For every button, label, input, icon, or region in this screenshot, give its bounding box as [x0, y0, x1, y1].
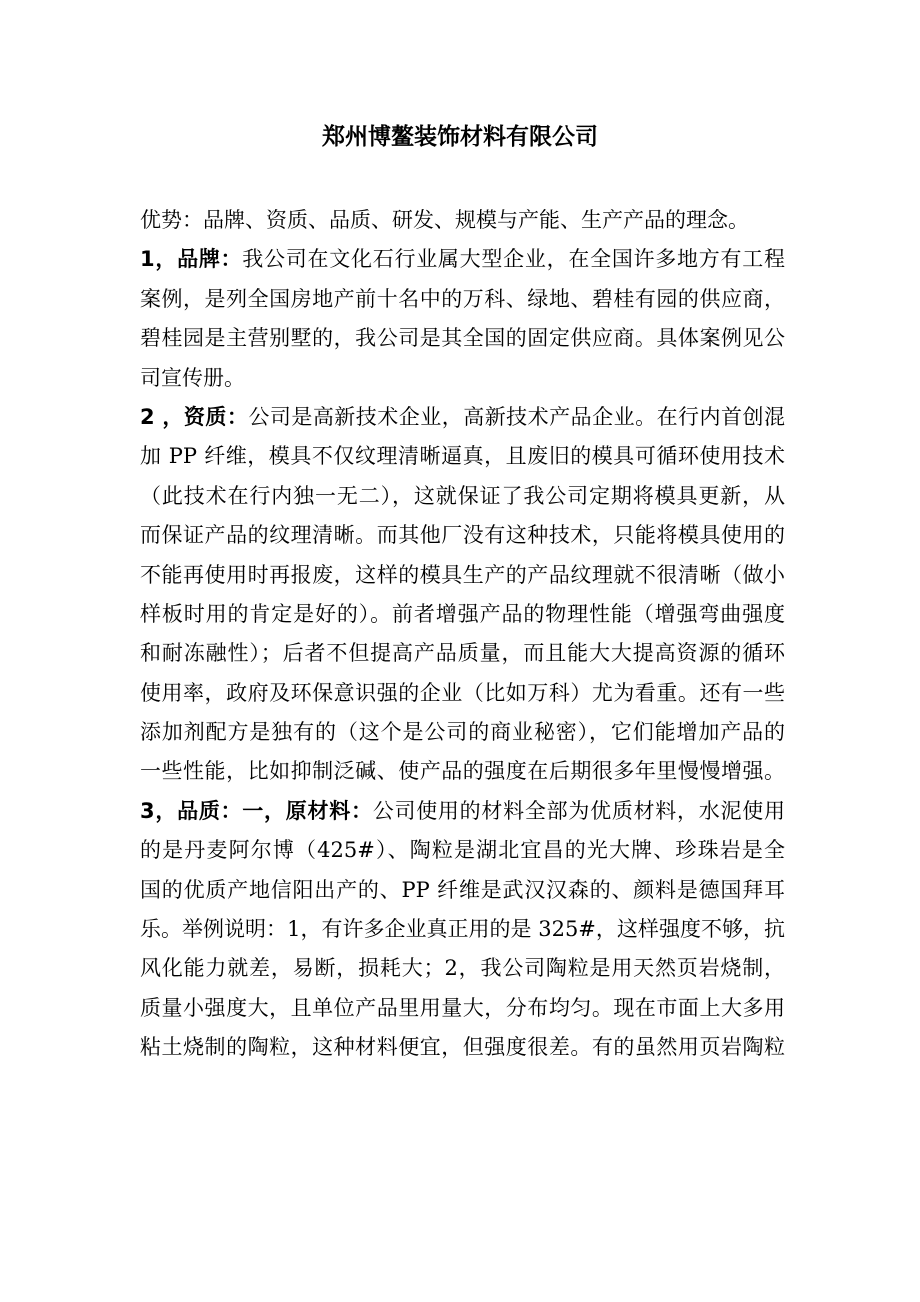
- line-text: 司宣传册。: [140, 365, 245, 390]
- line-text: 优势：品牌、资质、品质、研发、规模与产能、生产产品的理念。: [140, 208, 749, 232]
- paragraph-line: [140, 713, 785, 752]
- line-text: 一些性能，比如抑制泛碱、使产品的强度在后期很多年里慢慢增强。: [140, 759, 785, 784]
- line-text: 案例，是列全国房地产前十名中的万科、绿地、碧桂有园的供应商，: [140, 286, 785, 311]
- line-text: 添加剂配方是独有的（这个是公司的商业秘密），它们能增加产品的: [140, 720, 785, 745]
- line-text: 质量小强度大，且单位产品里用量大，分布均匀。现在市面上大多用: [140, 995, 785, 1020]
- line-text: 公司使用的材料全部为优质材料，水泥使用: [372, 798, 785, 823]
- line-text: 使用率，政府及环保意识强的企业（比如万科）尤为看重。还有一些: [140, 680, 785, 705]
- line-text: 公司是高新技术企业，高新技术产品企业。在行内首创混: [248, 404, 785, 429]
- paragraph-line: [140, 949, 785, 988]
- paragraph-line: [140, 792, 785, 831]
- line-text: 加 PP 纤维，模具不仅纹理清晰逼真，且废旧的模具可循环使用技术: [140, 444, 785, 469]
- paragraph-line: [140, 240, 785, 279]
- line-text: 样板时用的肯定是好的）。前者增强产品的物理性能（增强弯曲强度: [140, 601, 785, 626]
- paragraph-line: [140, 752, 785, 791]
- paragraph-line: [140, 280, 785, 319]
- paragraph-line: [140, 831, 785, 870]
- paragraph-line: [140, 516, 785, 555]
- line-text: 的是丹麦阿尔博（425#）、陶粒是湖北宜昌的光大牌、珍珠岩是全: [140, 838, 785, 863]
- line-heading: 3，品质：一，原材料：: [140, 798, 373, 823]
- paragraph-line: [140, 1028, 785, 1067]
- page-title: 郑州博鳌装饰材料有限公司: [322, 124, 598, 150]
- paragraph-line: [140, 398, 785, 437]
- line-text: 粘土烧制的陶粒，这种材料便宜，但强度很差。有的虽然用页岩陶粒: [140, 1035, 785, 1060]
- paragraph-line: [140, 595, 785, 634]
- paragraph-line: [140, 910, 785, 949]
- line-text: 而保证产品的纹理清晰。而其他厂没有这种技术，只能将模具使用的: [140, 523, 785, 548]
- paragraph-line: [140, 477, 785, 516]
- paragraph-line: [140, 556, 785, 595]
- paragraph-line: [140, 359, 785, 398]
- paragraph-line: [140, 634, 785, 673]
- line-text: 碧桂园是主营别墅的，我公司是其全国的固定供应商。具体案例见公: [140, 326, 785, 351]
- line-text: 国的优质产地信阳出产的、PP 纤维是武汉汉森的、颜料是德国拜耳: [140, 877, 785, 902]
- line-text: 风化能力就差，易断，损耗大；2，我公司陶粒是用天然页岩烧制，: [140, 956, 785, 981]
- paragraph-line: [140, 437, 785, 476]
- paragraph-line: [140, 674, 785, 713]
- paragraph-line: [140, 989, 785, 1028]
- line-heading: 2 ，资质：: [140, 404, 249, 429]
- paragraph-line: [140, 319, 785, 358]
- line-text: 不能再使用时再报废，这样的模具生产的产品纹理就不很清晰（做小: [140, 562, 785, 587]
- paragraph-line: [140, 201, 785, 240]
- line-text: 乐。举例说明：1，有许多企业真正用的是 325#，这样强度不够，抗: [140, 917, 785, 942]
- line-text: 和耐冻融性）；后者不但提高产品质量，而且能大大提高资源的循环: [140, 641, 785, 666]
- paragraph-line: [140, 871, 785, 910]
- body-text: [140, 201, 785, 1068]
- line-heading: 1，品牌：: [140, 247, 243, 272]
- line-text: 我公司在文化石行业属大型企业，在全国许多地方有工程: [242, 247, 785, 272]
- line-text: （此技术在行内独一无二），这就保证了我公司定期将模具更新，从: [140, 483, 785, 508]
